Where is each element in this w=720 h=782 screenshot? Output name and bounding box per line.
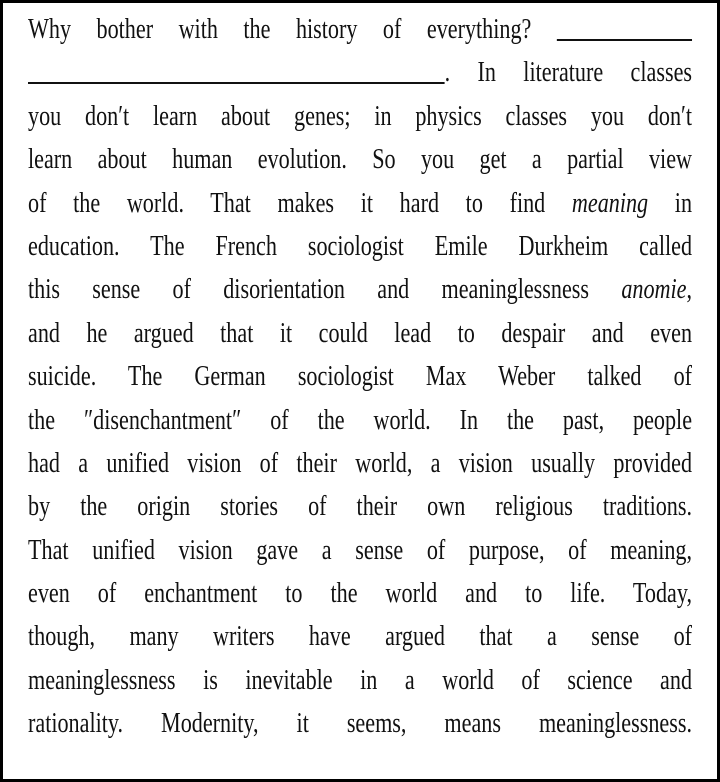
passage-text: by the origin stories of their own religious traditions. [28, 491, 693, 523]
passage-text: That unified vision gave a sense of purpose, of meaning, [28, 534, 693, 566]
passage-text: rationality. Modernity, it seems, means meaninglessness. [28, 708, 693, 740]
passage-text: learn about human evolution. So you get a partial view [28, 144, 693, 176]
passage-line-9 [28, 355, 692, 398]
passage-line-5 [28, 182, 692, 225]
passage-line-10 [28, 399, 692, 442]
passage-text: education. The French sociologist Emile Durkheim called [28, 230, 693, 262]
passage-text: even of enchantment to the world and to life. Today, [28, 578, 693, 610]
answer-blank-2 [28, 82, 445, 84]
passage-text: anomie [621, 274, 687, 306]
passage-line-1 [28, 8, 692, 51]
passage-line-11 [28, 442, 692, 485]
passage-text: in [648, 187, 693, 219]
passage-line-16 [28, 659, 692, 702]
passage-text: had a unified vision of their world, a vision usually provided [28, 447, 693, 479]
passage-line-17 [28, 702, 692, 745]
passage-text: though, many writers have argued that a sense of [28, 621, 693, 653]
passage-text: , [686, 274, 693, 306]
passage-line-8 [28, 312, 692, 355]
passage [28, 8, 692, 746]
passage-text: this sense of disorientation and meaninglessness [28, 274, 622, 306]
passage-line-12 [28, 485, 692, 528]
passage-line-14 [28, 572, 692, 615]
passage-text: meaning [571, 187, 649, 219]
passage-line-7 [28, 268, 692, 311]
passage-line-4 [28, 138, 692, 181]
passage-line-15 [28, 615, 692, 658]
passage-text: meaninglessness is inevitable in a world of science and [28, 664, 693, 696]
passage-line-2 [28, 51, 692, 94]
passage-line-13 [28, 529, 692, 572]
passage-text: the ″disenchantment″ of the world. In the past, people [28, 404, 693, 436]
answer-blank-1 [557, 39, 692, 41]
passage-line-3 [28, 95, 692, 138]
passage-text: you don′t learn about genes; in physics classes you don′t [28, 100, 693, 132]
passage-line-6 [28, 225, 692, 268]
passage-text: of the world. That makes it hard to find [28, 187, 572, 219]
passage-text: . In literature classes [444, 57, 693, 89]
passage-text: and he argued that it could lead to despair and even [28, 317, 693, 349]
passage-text: Why bother with the history of everything? [28, 14, 557, 45]
passage-text: suicide. The German sociologist Max Weber talked of [28, 361, 693, 393]
